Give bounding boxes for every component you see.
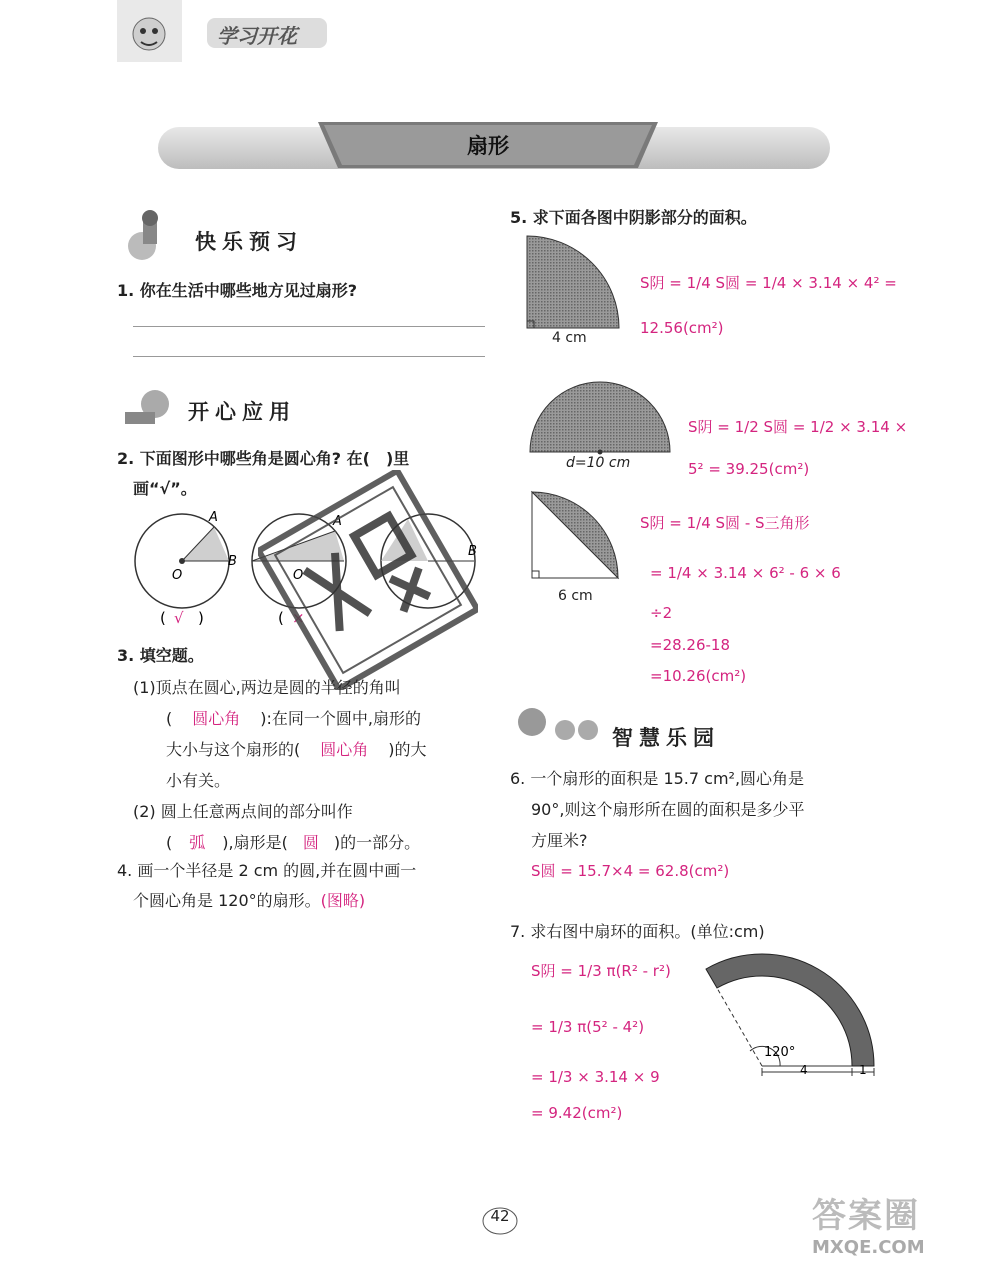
q3-p2b: ( 弧 ),扇形是( 圆 )的一部分。 [166, 833, 421, 852]
q5-sol3-line2: = 1/4 × 3.14 × 6² - 6 × 6 [650, 564, 841, 582]
q5-fig2 [520, 378, 680, 458]
sector-1 [182, 527, 229, 561]
site-watermark: 答案圈 MXQE.COM [812, 1196, 925, 1258]
page-title: 扇形 [467, 134, 509, 158]
q6-answer: S圆 = 15.7×4 = 62.8(cm²) [531, 862, 730, 880]
q7-dim2: 1 [859, 1063, 867, 1077]
q5-sol2: S阴 = 1/2 S圆 = 1/2 × 3.14 × [688, 418, 908, 436]
page-number: 42 [490, 1207, 510, 1225]
label-B1: B [228, 554, 237, 569]
q5-sol3-line1: S阴 = 1/4 S圆 - S三角形 [640, 514, 810, 532]
q7-angle-label: 120° [764, 1045, 796, 1060]
q7-figure [700, 950, 880, 1080]
svg-text:B: B [468, 544, 477, 559]
q3-title: 3. 填空题。 [117, 646, 204, 665]
section-apply: 开心应用 [188, 400, 296, 424]
q3-p1a: (1)顶点在圆心,两边是圆的半径的角叫 [133, 678, 401, 697]
q5-title: 5. 求下面各图中阴影部分的面积。 [510, 208, 757, 227]
q5-sol3-line4: =28.26-18 [650, 636, 731, 654]
q3-p2a: (2) 圆上任意两点间的部分叫作 [133, 802, 353, 821]
q7-title: 7. 求右图中扇环的面积。(单位:cm) [510, 922, 765, 941]
q5-sol3-line3: ÷2 [650, 604, 673, 622]
svg-text:O: O [293, 568, 304, 583]
q5-fig3 [520, 486, 630, 591]
brand-text: 学习开花 [217, 24, 297, 48]
q4-line2: 个圆心角是 120°的扇形。(图略) [133, 891, 366, 910]
q5-fig3-label: 6 cm [558, 588, 593, 604]
q1-text: 1. 你在生活中哪些地方见过扇形? [117, 281, 358, 300]
svg-text:(: ( [278, 609, 284, 627]
svg-text:): ) [198, 609, 204, 627]
q2-answer-2: × [292, 609, 305, 627]
q3-p1b: ( 圆心角 ):在同一个圆中,扇形的 [166, 709, 421, 728]
q2-line2: 画“√”。 [133, 479, 197, 498]
q6-line2: 90°,则这个扇形所在圆的面积是多少平 [531, 800, 805, 819]
apply-icon [117, 382, 177, 432]
q3-p1d: 小有关。 [166, 771, 231, 790]
stamp-watermark [258, 470, 478, 690]
q7-sol3: = 1/3 × 3.14 × 9 [531, 1068, 660, 1086]
q5-fig1-label: 4 cm [552, 330, 587, 346]
q6-line1: 6. 一个扇形的面积是 15.7 cm²,圆心角是 [510, 769, 805, 788]
answer-line-2 [133, 356, 485, 357]
wisdom-icon [510, 702, 605, 750]
section-preview: 快乐预习 [195, 230, 303, 254]
label-O1: O [172, 568, 183, 583]
header-logo [117, 0, 347, 65]
answer-line-1 [133, 326, 485, 327]
q7-sol2: = 1/3 π(5² - 4²) [531, 1018, 645, 1036]
q5-sol1: S阴 = 1/4 S圆 = 1/4 × 3.14 × 4² = [640, 274, 897, 292]
q2-line1: 2. 下面图形中哪些角是圆心角? 在( )里 [117, 449, 410, 468]
label-A1: A [209, 510, 218, 525]
svg-text:(: ( [160, 609, 166, 627]
q7-dim1: 4 [800, 1063, 808, 1077]
q5-sol1-line2: 12.56(cm²) [640, 319, 724, 337]
section-wisdom: 智慧乐园 [612, 726, 720, 750]
svg-text:A: A [333, 514, 342, 529]
q7-sol1: S阴 = 1/3 π(R² - r²) [531, 962, 671, 980]
q2-answer-1: √ [174, 609, 184, 627]
preview-icon [117, 208, 177, 264]
q5-sol2-line2: 5² = 39.25(cm²) [688, 460, 810, 478]
q6-line3: 方厘米? [531, 831, 588, 850]
q7-sol4: = 9.42(cm²) [531, 1104, 623, 1122]
q5-sol3-line5: =10.26(cm²) [650, 667, 747, 685]
q5-fig2-label: d=10 cm [566, 455, 631, 471]
q3-p1c: 大小与这个扇形的( 圆心角 )的大 [166, 740, 427, 759]
q4-line1: 4. 画一个半径是 2 cm 的圆,并在圆中画一 [117, 861, 417, 880]
